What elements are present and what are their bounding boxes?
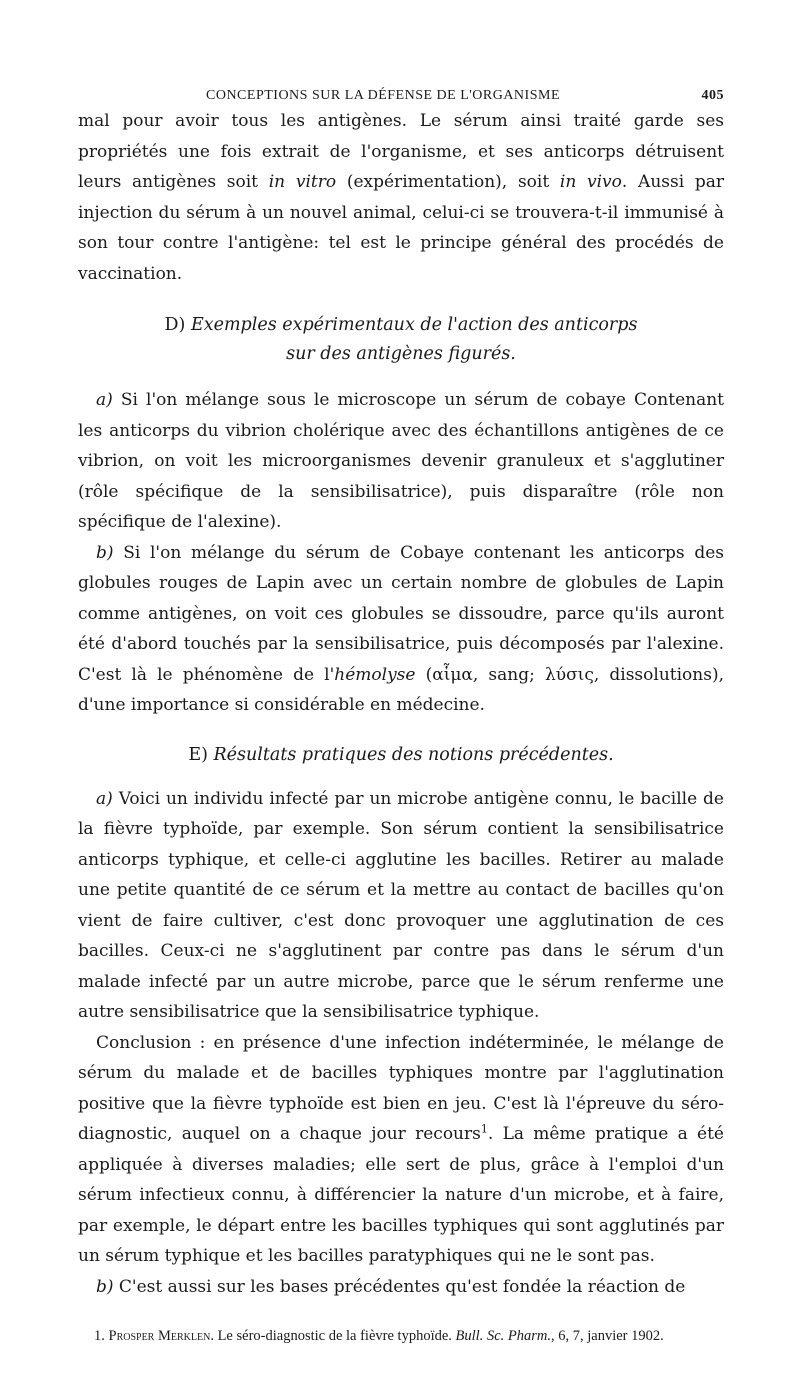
text-run: Si l'on mélange du sérum de Cobaye contenant les anticorps des globules rouges de Lapin avec un certain nombre de globules de Lapin comme antigènes, on voit ces globules se dissoudre, parce qu'ils auront été d'abord touchés par la sensibilisatrice, puis décomposés par l'alexine. C'est là le phénomène de l' <box>78 542 724 685</box>
paragraph-result-b <box>78 1272 724 1303</box>
section-title-line-2: sur des antigènes figurés. <box>286 344 516 364</box>
text-run: . Le séro-diagnostic de la fièvre typhoïde. <box>210 1328 456 1344</box>
paragraph-example-b <box>78 538 724 721</box>
text-run: Voici un individu infecté par un microbe antigène connu, le bacille de la fièvre typhoïde, par exemple. Son sérum contient la sensibilisatrice anticorps typhique, et celle-ci agglutine les bacilles. Retirer au malade une petite quantité de ce sérum et la mettre au contact de bacilles qu'on vient de faire cultiver, c'est donc provoquer une agglutination de ces bacilles. Ceux-ci ne s'agglutinent par contre pas dans le sérum d'un malade infecté par un autre microbe, parce que le sérum renferme une autre sensibilisatrice que la sensibilisatrice typhique. <box>78 788 724 1022</box>
section-title: Résultats pratiques des notions précédentes. <box>213 744 614 765</box>
section-title-line-1: Exemples expérimentaux de l'action des anticorps <box>190 315 638 335</box>
text-run: (expérimentation), soit <box>336 172 560 192</box>
footnote-reference: 1 <box>480 1122 488 1136</box>
footnote-number: 1. <box>94 1328 105 1344</box>
footnote <box>78 1326 724 1347</box>
paragraph-conclusion <box>78 1028 724 1272</box>
text-run: Si l'on mélange sous le microscope un sérum de cobaye Contenant les anticorps du vibrion cholérique avec des échantillons antigènes de ce vibrion, on voit les microorganismes devenir granuleux et s'agglutiner (rôle spécifique de la sensibilisatrice), puis disparaître (rôle non spécifique de l'alexine). <box>78 390 724 532</box>
italic-term: hémolyse <box>334 664 416 685</box>
italic-term: in vitro <box>268 172 337 192</box>
section-letter: E) <box>188 744 208 765</box>
section-letter: D) <box>164 315 186 335</box>
item-label: a) <box>96 788 113 809</box>
text-run: (αἷμα, sang; λύσις, dissolutions), d'une importance si considérable en médecine. <box>78 664 724 715</box>
item-label: b) <box>96 1276 114 1297</box>
item-label: b) <box>96 542 114 563</box>
text-run: , 6, 7, janvier 1902. <box>551 1328 664 1344</box>
page-number: 405 <box>701 88 724 103</box>
text-run: . Aussi par injection du sérum à un nouvel animal, celui-ci se trouvera-t-il immunisé à son tour contre l'antigène: tel est le principe général des procédés de vaccination. <box>78 172 725 284</box>
section-heading-d <box>78 311 724 369</box>
italic-term: in vivo <box>559 172 622 192</box>
paragraph-serum-properties <box>78 106 724 289</box>
text-run: . La même pratique a été appliquée à diverses maladies; elle sert de plus, grâce à l'emploi d'un sérum infectieux connu, à différencier la nature d'un microbe, et à faire, par exemple, le départ entre les bacilles typhiques qui sont agglutinés par un sérum typhique et les bacilles paratyphiques qui ne le sont pas. <box>78 1124 724 1266</box>
running-head <box>78 80 724 106</box>
paragraph-example-a <box>78 385 724 538</box>
paragraph-result-a <box>78 784 724 1028</box>
text-run: C'est aussi sur les bases précédentes qu'est fondée la réaction de <box>113 1276 686 1297</box>
page <box>78 80 724 1347</box>
footnote-author: Prosper Merklen <box>108 1328 211 1344</box>
text-run: Conclusion : en présence d'une infection indéterminée, le mélange de sérum du malade et de bacilles typhiques montre par l'agglutination positive que la fièvre typhoïde est bien en jeu. C'est là l'épreuve du séro-diagnostic, auquel on a chaque jour recours <box>78 1032 724 1144</box>
footnote-journal: Bull. Sc. Pharm. <box>455 1328 551 1344</box>
item-label: a) <box>96 390 113 410</box>
text-run: mal pour avoir tous les antigènes. Le sérum ainsi traité garde ses propriétés une fois extrait de l'organisme, et ses anticorps détruisent leurs antigènes soit <box>78 111 724 192</box>
running-head-title: CONCEPTIONS SUR LA DÉFENSE DE L'ORGANISME <box>206 88 560 103</box>
section-heading-e <box>78 741 724 770</box>
